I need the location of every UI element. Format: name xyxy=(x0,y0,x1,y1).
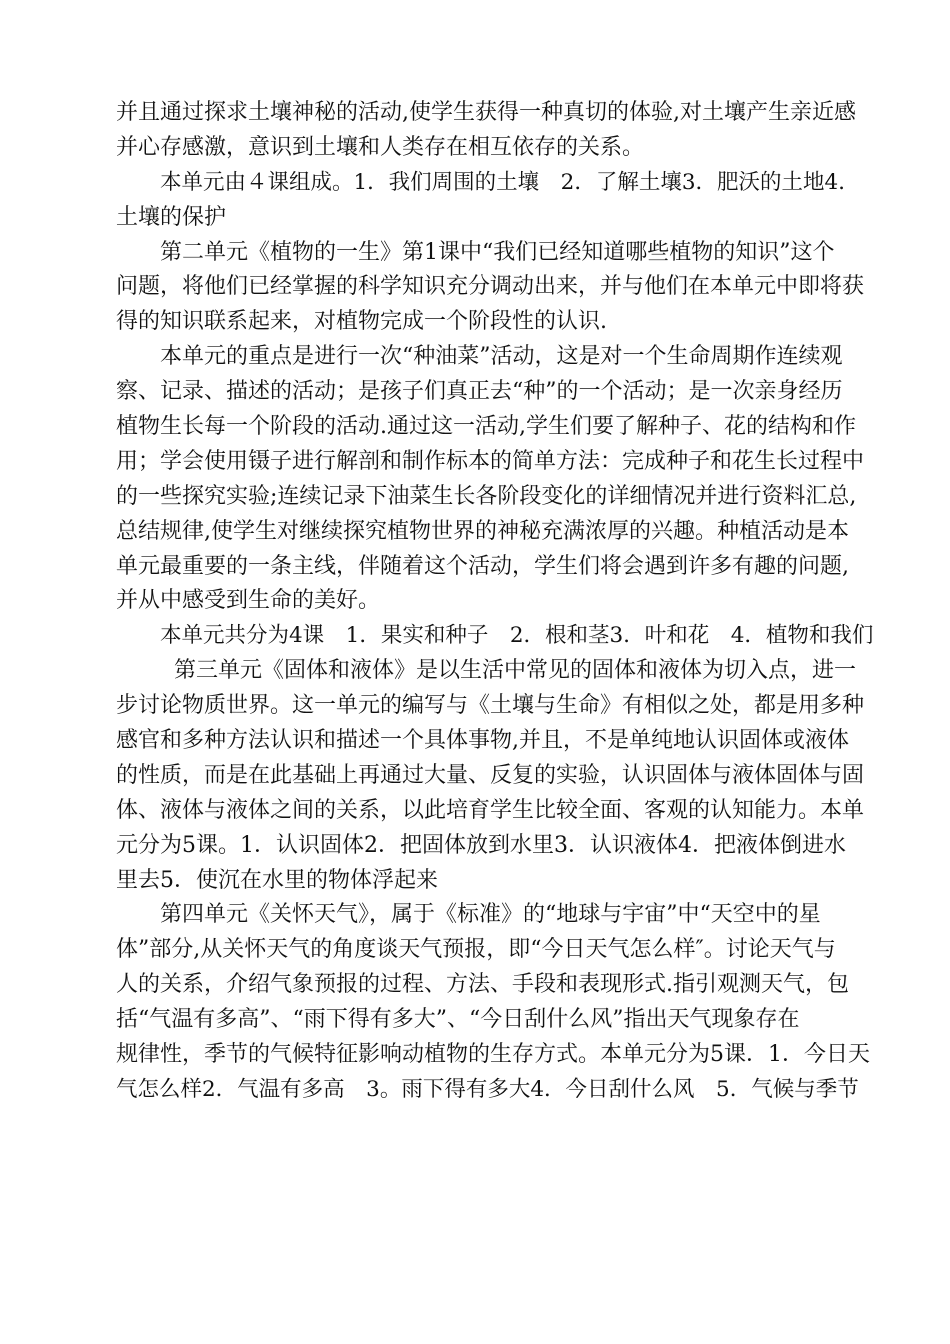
text-line-17: 第三单元《固体和液体》是以生活中常见的固体和液体为切入点，进一 xyxy=(174,658,857,684)
text-line-6: 问题，将他们已经掌握的科学知识充分调动出来，并与他们在本单元中即将获 xyxy=(116,274,865,300)
text-line-11: 用；学会使用镊子进行解剖和制作标本的简单方法：完成种子和花生长过程中 xyxy=(116,448,865,474)
text-line-9: 察、记录、描述的活动；是孩子们真正去“种”的一个活动；是一次亲身经历 xyxy=(116,379,843,405)
text-line-12: 的一些探究实验;连续记录下油菜生长各阶段变化的详细情况并进行资料汇总, xyxy=(116,483,857,509)
text-line-22: 元分为5课。1．认识固体2．把固体放到水里3．认识液体4．把液体倒进水 xyxy=(116,832,846,858)
text-line-18: 步讨论物质世界。这一单元的编写与《土壤与生命》有相似之处，都是用多种 xyxy=(116,693,865,719)
text-line-19: 感官和多种方法认识和描述一个具体事物,并且，不是单纯地认识固体或液体 xyxy=(116,728,849,754)
text-line-14: 单元最重要的一条主线，伴随着这个活动，学生们将会遇到许多有趣的问题, xyxy=(116,553,849,579)
text-line-1: 并且通过探求土壤神秘的活动,使学生获得一种真切的体验,对土壤产生亲近感 xyxy=(116,100,856,125)
text-line-24: 第四单元《关怀天气》，属于《标准》的“地球与宇宙”中“天空中的星 xyxy=(160,902,821,928)
text-line-13: 总结规律,使学生对继续探究植物世界的神秘充满浓厚的兴趣。种植活动是本 xyxy=(116,518,849,544)
text-line-23: 里去5．使沉在水里的物体浮起来 xyxy=(116,867,438,893)
document-page xyxy=(116,96,874,1108)
text-line-3: 本单元由４课组成。1．我们周围的土壤 2．了解土壤3．肥沃的土地4． xyxy=(160,169,860,195)
text-line-27: 括“气温有多高”、“雨下得有多大”、“今日刮什么风”指出天气现象存在 xyxy=(116,1007,800,1033)
text-line-15: 并从中感受到生命的美好。 xyxy=(116,588,381,614)
text-line-4: 土壤的保护 xyxy=(116,204,227,230)
text-line-7: 得的知识联系起来，对植物完成一个阶段性的认识. xyxy=(116,309,607,335)
text-line-8: 本单元的重点是进行一次“种油菜”活动，这是对一个生命周期作连续观 xyxy=(160,344,843,370)
text-line-28: 规律性，季节的气候特征影响动植物的生存方式。本单元分为5课．1．今日天 xyxy=(116,1042,870,1068)
text-line-20: 的性质，而是在此基础上再通过大量、反复的实验，认识固体与液体固体与固 xyxy=(116,762,865,788)
text-line-26: 人的关系，介绍气象预报的过程、方法、手段和表现形式.指引观测天气，包 xyxy=(116,972,849,998)
text-line-2: 并心存感激，意识到土壤和人类存在相互依存的关系。 xyxy=(116,134,645,160)
text-line-25: 体”部分,从关怀天气的角度谈天气预报，即“今日天气怎么样″。讨论天气与 xyxy=(116,937,836,963)
text-line-5: 第二单元《植物的一生》第1课中“我们已经知道哪些植物的知识”这个 xyxy=(160,239,835,265)
text-line-29: 气怎么样2．气温有多高 3。雨下得有多大4．今日刮什么风 5．气候与季节 xyxy=(116,1076,859,1102)
text-line-10: 植物生长每一个阶段的活动.通过这一活动,学生们要了解种子、花的结构和作 xyxy=(116,414,856,440)
text-line-21: 体、液体与液体之间的关系，以此培育学生比较全面、客观的认知能力。本单 xyxy=(116,797,865,823)
text-line-16: 本单元共分为4课 1．果实和种子 2．根和茎3．叶和花 4．植物和我们 xyxy=(160,623,874,649)
